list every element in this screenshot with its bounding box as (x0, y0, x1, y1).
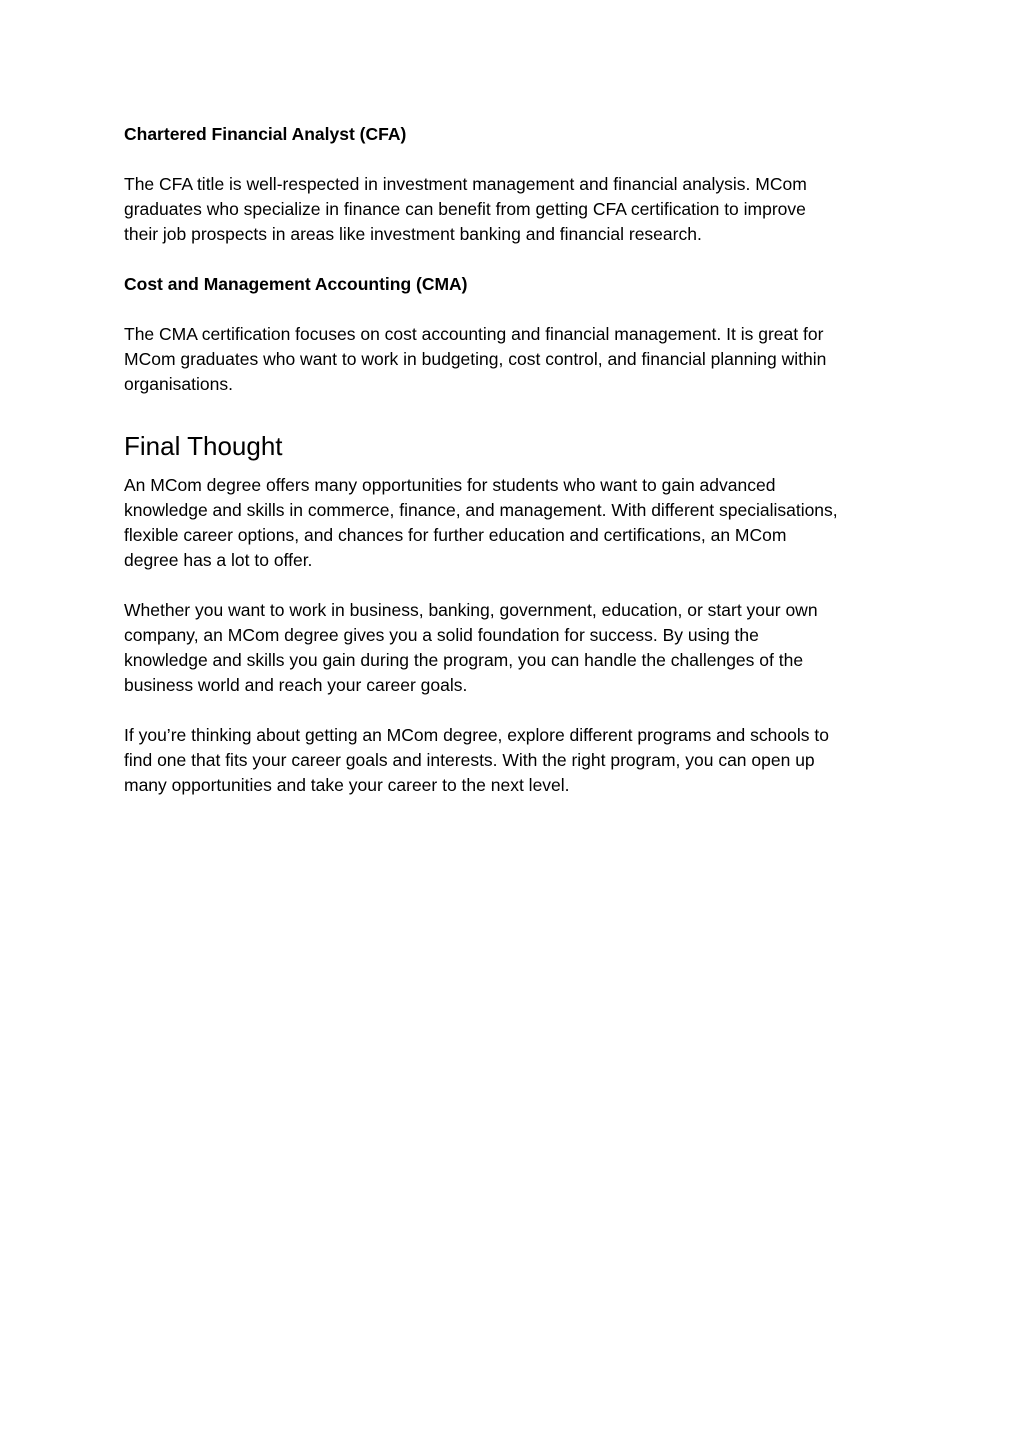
final-paragraph-3: If you’re thinking about getting an MCom degree, explore different programs and schools to find one that fits your career goals and interests. With the right program, you can open up many opportunities and take your career to the next level. (124, 725, 829, 795)
spacer (124, 297, 904, 322)
cma-paragraph: The CMA certification focuses on cost accounting and financial management. It is great for MCom graduates who want to work in budgeting, cost control, and financial planning within organisations. (124, 324, 827, 394)
final-paragraph-1: An MCom degree offers many opportunities for students who want to gain advanced knowledge and skills in commerce, finance, and management. With different specialisations, flexible career options, and chances for further education and certifications, an MCom degree has a lot to offer. (124, 475, 838, 570)
spacer (124, 397, 904, 430)
spacer (124, 698, 904, 723)
final-thought-heading: Final Thought (124, 431, 283, 461)
cfa-paragraph: The CFA title is well-respected in investment management and financial analysis. MCom graduates who specialize in finance can benefit from getting CFA certification to improve their job prospects in areas like investment banking and financial research. (124, 174, 807, 244)
spacer (124, 247, 904, 272)
spacer (124, 462, 904, 473)
spacer (124, 147, 904, 172)
cfa-heading: Chartered Financial Analyst (CFA) (124, 124, 407, 144)
final-paragraph-2: Whether you want to work in business, banking, government, education, or start your own company, an MCom degree gives you a solid foundation for success. By using the knowledge and skills you gain during the program, you can handle the challenges of the business world and reach your career goals. (124, 600, 818, 695)
cma-heading: Cost and Management Accounting (CMA) (124, 274, 468, 294)
spacer (124, 573, 904, 598)
document-page (124, 122, 904, 798)
